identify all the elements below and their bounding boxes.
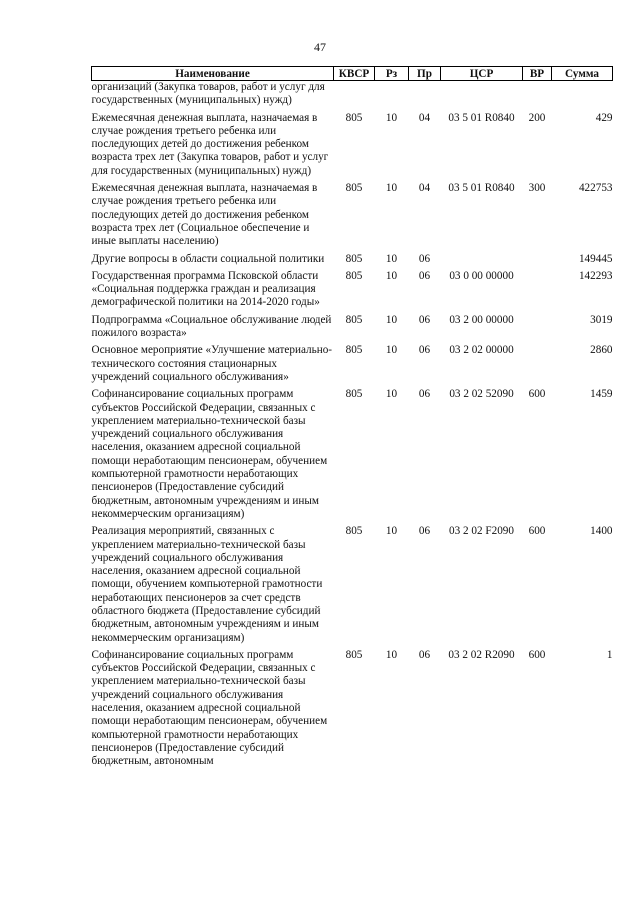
row-rz: 10 (385, 344, 398, 357)
row-csr: 03 2 02 52090 (449, 388, 514, 401)
row-kvsr: 805 (345, 111, 363, 124)
row-name: Ежемесячная денежная выплата, назначаемая в случае рождения третьего ребенка или последующих детей до достижения ребенком возраста трех лет (Социальное обеспечение и иные выплаты населению) (91, 182, 318, 248)
table-row (92, 314, 613, 345)
column-header-csr: ЦСР (441, 67, 523, 81)
row-csr (441, 253, 523, 270)
row-pr: 06 (418, 388, 431, 401)
row-vr: 600 (528, 388, 546, 401)
row-kvsr: 805 (345, 182, 363, 195)
row-kvsr: 805 (345, 648, 363, 661)
table-row (92, 525, 613, 649)
row-kvsr: 805 (345, 313, 363, 326)
row-rz: 10 (385, 388, 398, 401)
column-header-sum: Сумма (552, 67, 613, 81)
column-header-name: Наименование (92, 67, 334, 81)
row-name: Софинансирование социальных программ субъектов Российской Федерации, связанных с укреплением материально-технической базы учреждений социального обслуживания населения, оказанием адресной социальной помощи неработающим пенсионерам, обучением компьютерной грамотности неработающих пенсионеров (Предоставление субсидий бюджетным, автономным (91, 648, 328, 768)
row-sum: 149445 (578, 252, 613, 265)
table-row (92, 270, 613, 314)
column-header-rz: Рз (375, 67, 409, 81)
row-rz: 10 (385, 111, 398, 124)
table-row (92, 344, 613, 388)
row-kvsr (334, 81, 375, 112)
row-vr (523, 314, 552, 345)
row-name: Другие вопросы в области социальной политики (91, 252, 325, 265)
row-rz: 10 (385, 252, 398, 265)
row-csr: 03 2 00 00000 (449, 313, 514, 326)
row-name: организаций (Закупка товаров, работ и услуг для государственных (муниципальных) нужд) (91, 81, 325, 107)
row-kvsr: 805 (345, 525, 363, 538)
row-csr: 03 2 02 F2090 (449, 525, 514, 538)
row-pr: 06 (418, 648, 431, 661)
row-sum: 2860 (590, 344, 613, 357)
row-pr: 04 (418, 111, 431, 124)
row-vr: 300 (528, 182, 546, 195)
row-rz: 10 (385, 313, 398, 326)
table-row (92, 649, 613, 773)
row-name: Основное мероприятие «Улучшение материально-технического состояния стационарных учреждений социального обслуживания» (91, 344, 333, 383)
row-sum: 142293 (578, 269, 613, 282)
row-kvsr: 805 (345, 269, 363, 282)
row-pr: 06 (418, 252, 431, 265)
row-sum: 1459 (590, 388, 613, 401)
table-header-row (92, 67, 613, 81)
page-number: 47 (314, 40, 326, 54)
row-name: Софинансирование социальных программ субъектов Российской Федерации, связанных с укреплением материально-технической базы учреждений социального обслуживания населения, оказанием адресной социальной помощи неработающим пенсионерам, обучением компьютерной грамотности неработающих пенсионеров (Предоставление субсидий бюджетным, автономным учреждениям и иным некоммерческим организациям) (91, 388, 328, 520)
row-pr: 06 (418, 313, 431, 326)
row-name: Государственная программа Псковской области «Социальная поддержка граждан и реализация демографической политики на 2014-2020 годы» (91, 269, 320, 309)
row-csr (441, 81, 523, 112)
row-name: Реализация мероприятий, связанных с укреплением материально-технической базы учреждений социального обслуживания населения, оказанием адресной социальной помощи, обучением компьютерной грамотности неработающих пенсионеров за счет средств областного бюджета (Предоставление субсидий бюджетным, автономным учреждениям и иным некоммерческим организациям) (91, 525, 323, 644)
row-vr (523, 344, 552, 388)
table-row (92, 182, 613, 252)
row-pr: 04 (418, 182, 431, 195)
row-rz (375, 81, 409, 112)
row-sum: 1 (606, 648, 613, 661)
row-csr: 03 2 02 00000 (449, 344, 514, 357)
row-sum: 1400 (590, 525, 613, 538)
row-pr: 06 (418, 269, 431, 282)
row-csr: 03 5 01 R0840 (448, 111, 515, 124)
column-header-kvsr: КВСР (334, 67, 375, 81)
row-vr (523, 81, 552, 112)
row-rz: 10 (385, 525, 398, 538)
row-pr: 06 (418, 344, 431, 357)
row-vr: 600 (528, 648, 546, 661)
row-pr: 06 (418, 525, 431, 538)
row-name: Ежемесячная денежная выплата, назначаемая в случае рождения третьего ребенка или последующих детей до достижения ребенком возраста трех лет (Закупка товаров, работ и услуг для государственных (муниципальных) нужд) (91, 111, 329, 177)
row-csr: 03 0 00 00000 (449, 269, 514, 282)
column-header-vr: ВР (523, 67, 552, 81)
row-csr: 03 2 02 R2090 (448, 648, 515, 661)
row-sum: 422753 (578, 182, 613, 195)
table-row (92, 81, 613, 112)
row-pr (409, 81, 441, 112)
row-vr (523, 270, 552, 314)
table-row (92, 253, 613, 270)
table-row (92, 112, 613, 182)
row-kvsr: 805 (345, 252, 363, 265)
budget-table (91, 66, 613, 773)
row-kvsr: 805 (345, 388, 363, 401)
row-vr (523, 253, 552, 270)
row-csr: 03 5 01 R0840 (448, 182, 515, 195)
row-sum: 429 (595, 111, 613, 124)
row-vr: 600 (528, 525, 546, 538)
row-name: Подпрограмма «Социальное обслуживание людей пожилого возраста» (91, 313, 332, 340)
row-rz: 10 (385, 648, 398, 661)
row-sum: 3019 (590, 313, 613, 326)
row-rz: 10 (385, 269, 398, 282)
row-vr: 200 (528, 111, 546, 124)
row-kvsr: 805 (345, 344, 363, 357)
row-rz: 10 (385, 182, 398, 195)
column-header-pr: Пр (409, 67, 441, 81)
table-row (92, 388, 613, 525)
row-sum (552, 81, 613, 112)
